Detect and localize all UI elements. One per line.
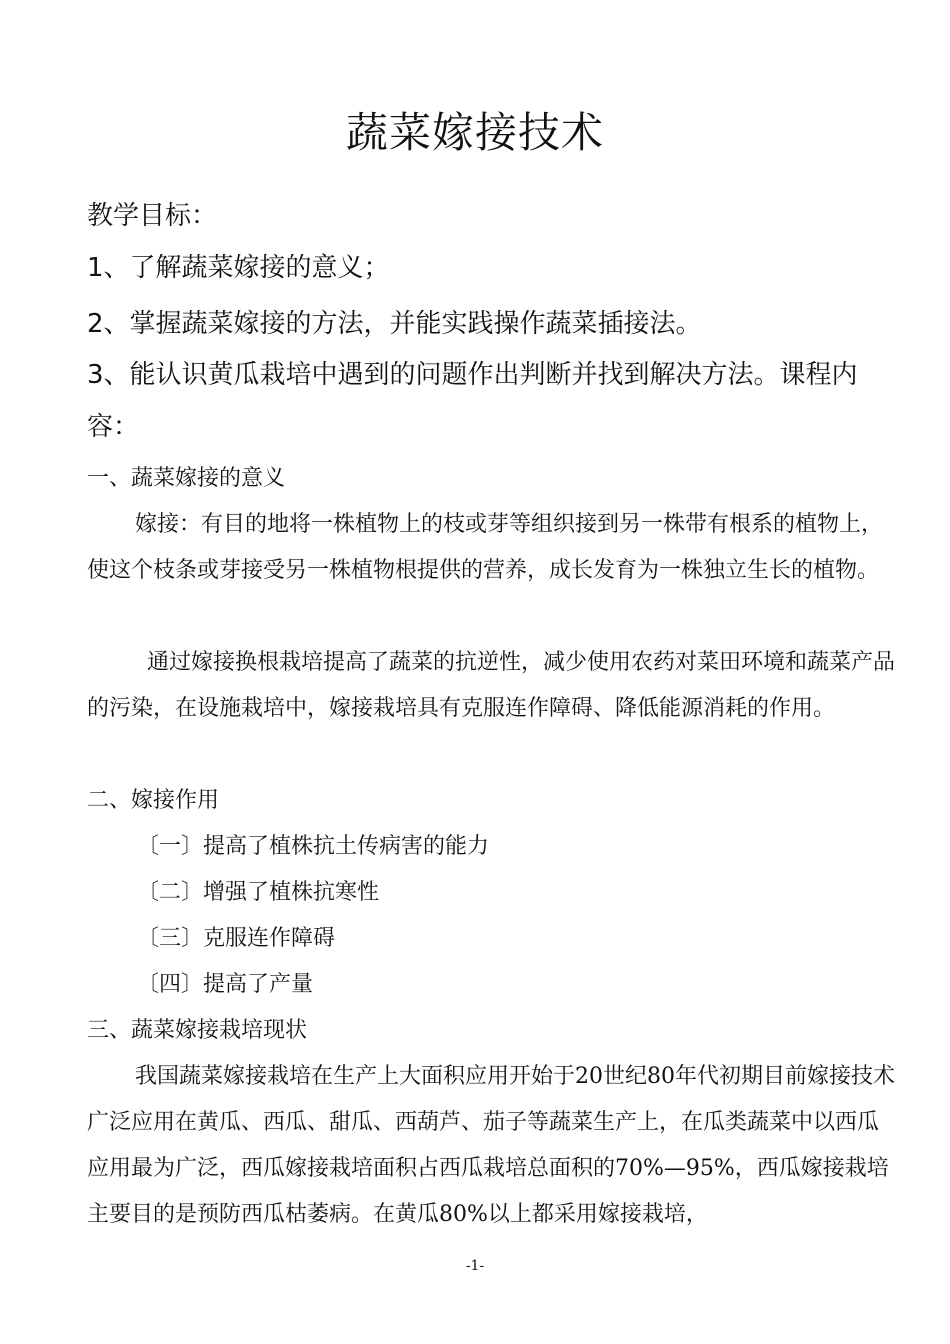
grafting-effect-item: 〔二〕增强了植株抗寒性 <box>137 880 380 905</box>
objectives-heading: 教学目标： <box>87 201 218 231</box>
paragraph-grafting-definition: 嫁接：有目的地将一株植物上的枝或芽等组织接到另一株带有根系的植物上，使这个枝条或芽接受另一株植物根提供的营养，成长发育为一株独立生长的植物。 <box>87 512 884 583</box>
objective-item: 1、了解蔬菜嫁接的意义； <box>87 253 390 283</box>
objective-item: 3、能认识黄瓜栽培中遇到的问题作出判断并找到解决方法。课程内容： <box>87 360 858 442</box>
page-title: 蔬菜嫁接技术 <box>345 108 604 157</box>
section-heading-3: 三、蔬菜嫁接栽培现状 <box>87 1018 308 1043</box>
section-heading-1: 一、蔬菜嫁接的意义 <box>87 466 286 491</box>
grafting-effect-item: 〔一〕提高了植株抗土传病害的能力 <box>137 834 490 859</box>
paragraph-grafting-benefits: 通过嫁接换根栽培提高了蔬菜的抗逆性，减少使用农药对菜田环境和蔬菜产品的污染，在设施栽培中，嫁接栽培具有克服连作障碍、降低能源消耗的作用。 <box>87 650 896 721</box>
section-heading-2: 二、嫁接作用 <box>87 788 220 813</box>
grafting-effect-item: 〔四〕提高了产量 <box>137 972 314 997</box>
page-number: -1- <box>465 1258 485 1274</box>
grafting-effect-item: 〔三〕克服连作障碍 <box>137 926 336 951</box>
paragraph-current-status: 我国蔬菜嫁接栽培在生产上大面积应用开始于20世纪80年代初期目前嫁接技术广泛应用在黄瓜、西瓜、甜瓜、西葫芦、茄子等蔬菜生产上，在瓜类蔬菜中以西瓜应用最为广泛，西瓜嫁接栽培面积占西瓜栽培总面积的70%—95%，西瓜嫁接栽培主要目的是预防西瓜枯萎病。在黄瓜80%以上都采用嫁接栽培， <box>87 1064 895 1227</box>
objective-item: 2、掌握蔬菜嫁接的方法，并能实践操作蔬菜插接法。 <box>87 309 702 339</box>
